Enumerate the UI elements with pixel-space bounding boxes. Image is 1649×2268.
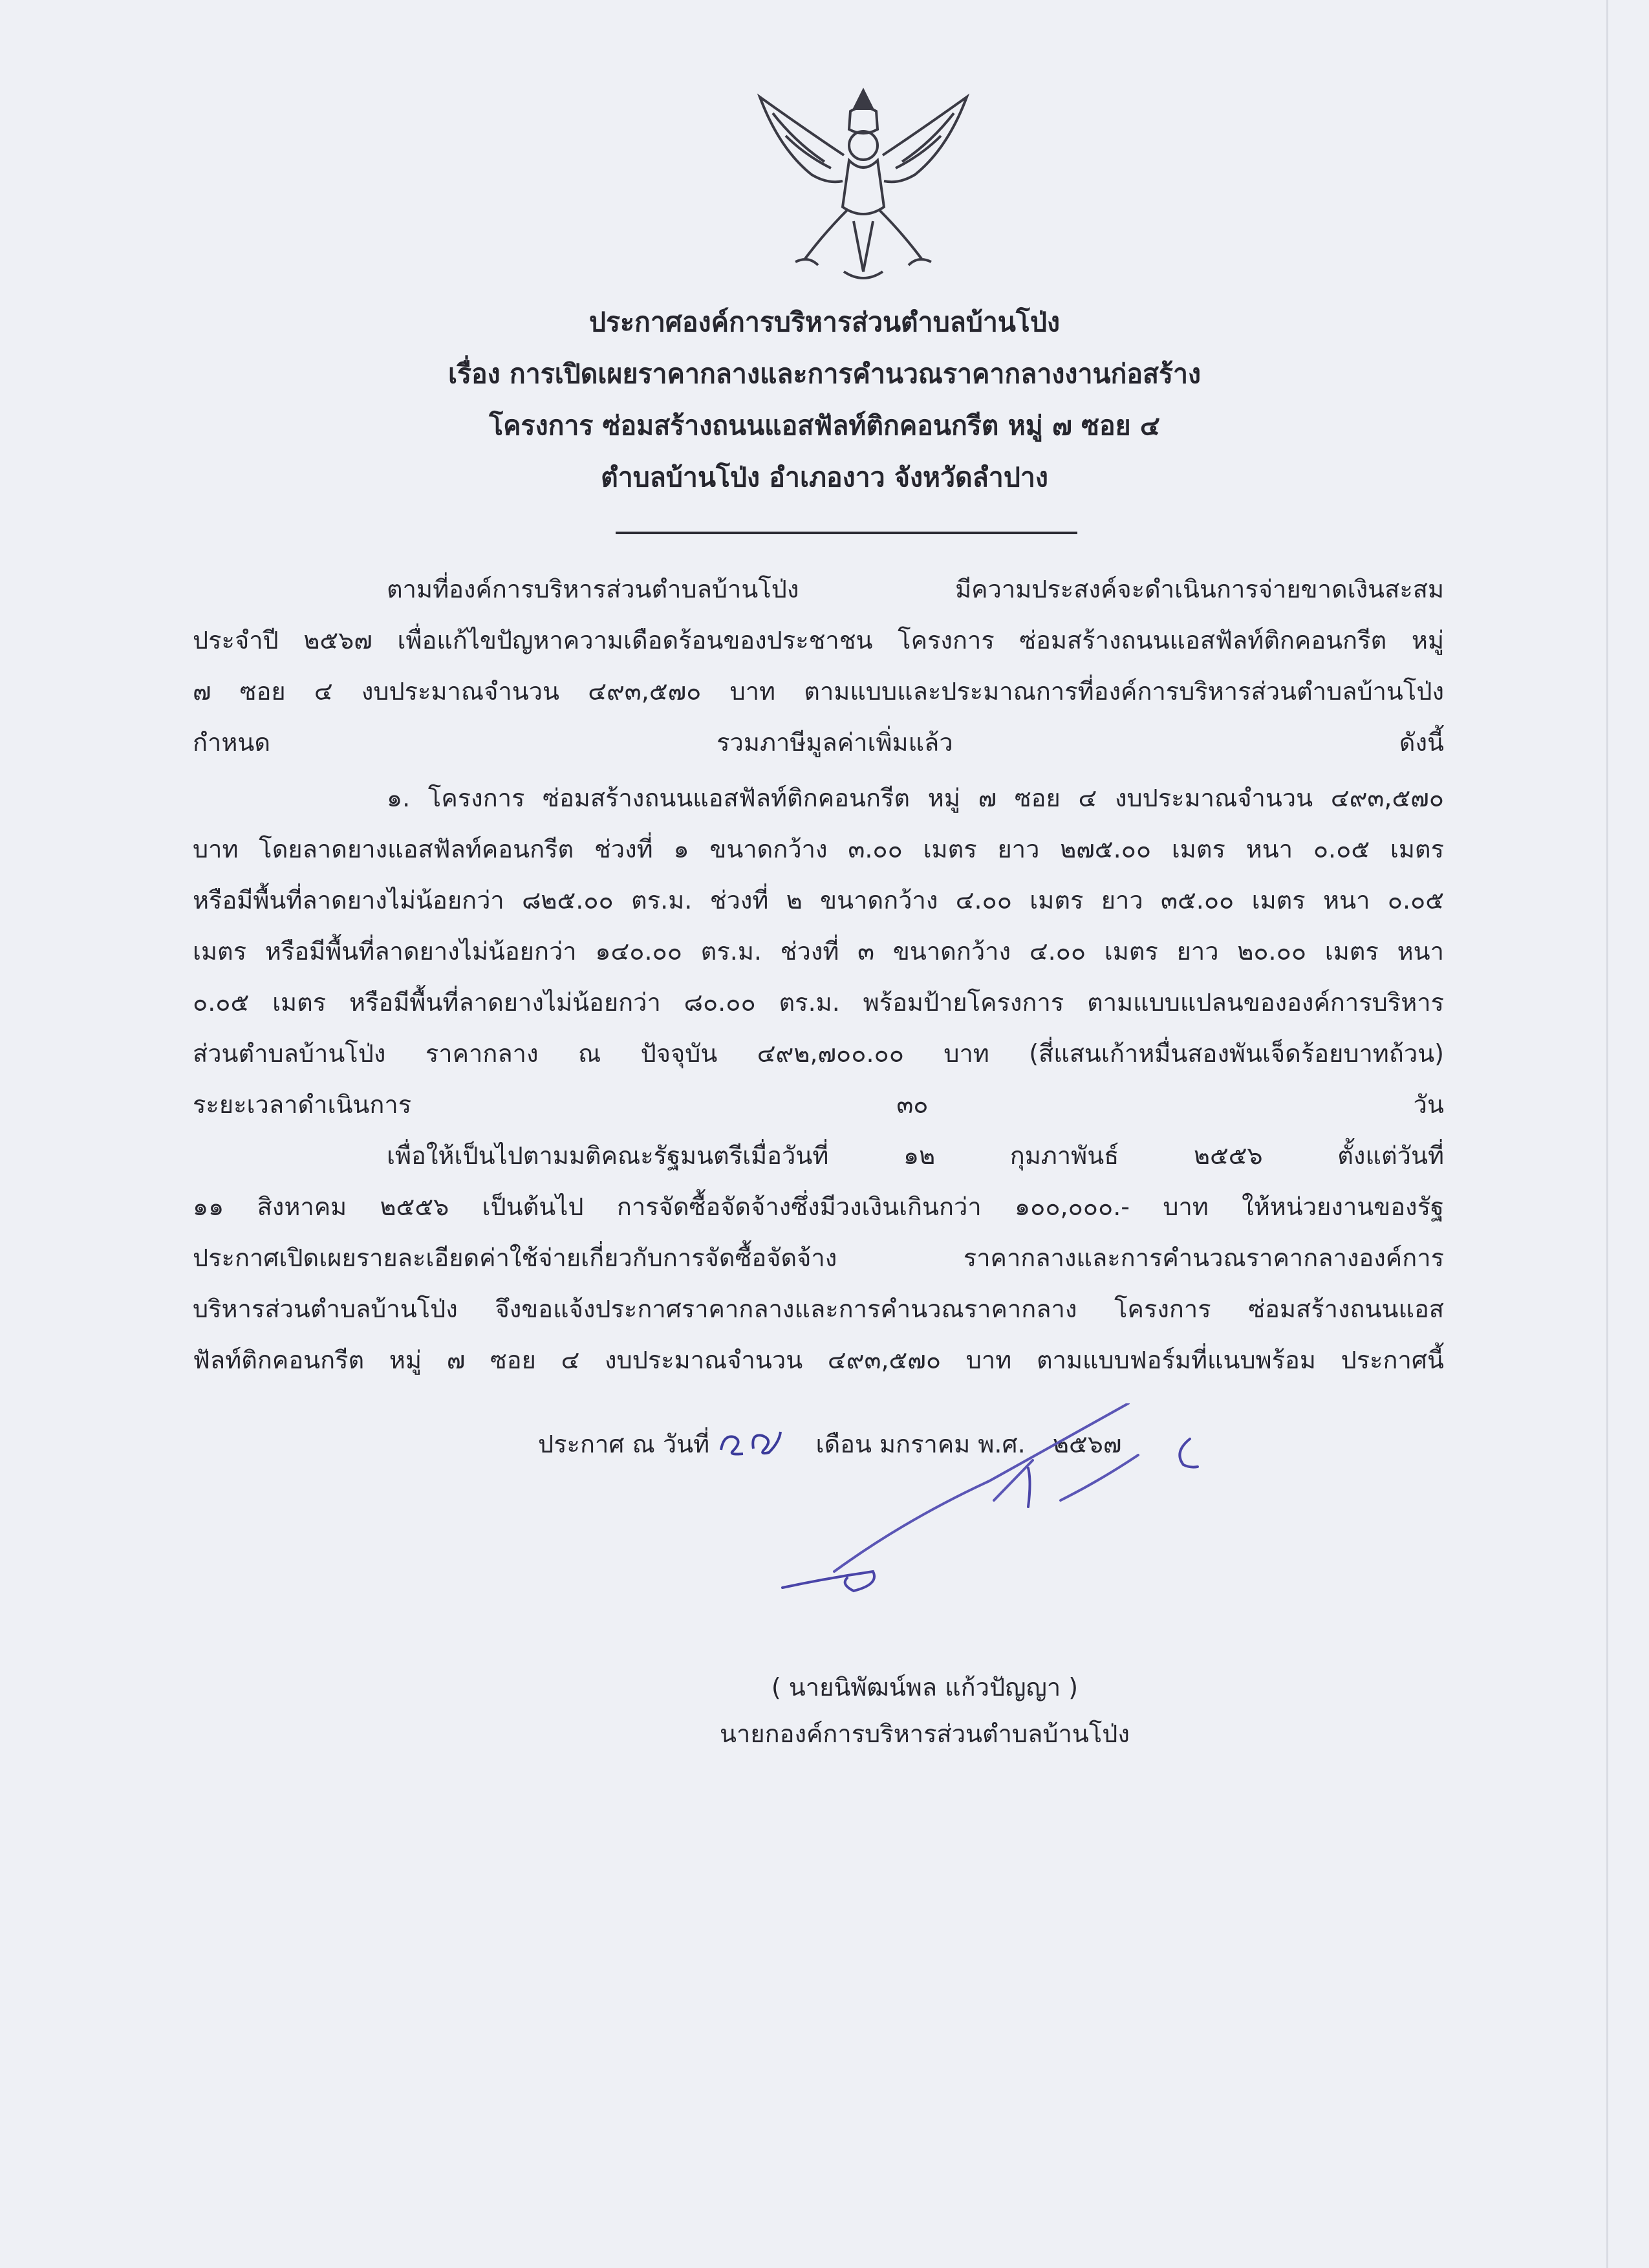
- signer-name: ( นายนิพัฒน์พล แก้วปัญญา ): [771, 1673, 1079, 1701]
- date-prefix: ประกาศ ณ วันที่: [538, 1430, 710, 1458]
- date-month: เดือน มกราคม พ.ศ.: [815, 1430, 1026, 1458]
- signature-icon: [776, 1403, 1229, 1617]
- paragraph-line: บริหารส่วนตำบลบ้านโป่ง จึงขอแจ้งประกาศราคากลางและการคำนวณราคากลาง โครงการ ซ่อมสร้างถนนแอส: [193, 1295, 1444, 1323]
- subject-line: เรื่อง การเปิดเผยราคากลางและการคำนวณราคากลางงานก่อสร้าง: [447, 358, 1202, 389]
- paper-edge: [1606, 0, 1608, 2268]
- paragraph-line: ๐.๐๕ เมตร หรือมีพื้นที่ลาดยางไม่น้อยกว่า ๘๐.๐๐ ตร.ม. พร้อมป้ายโครงการ ตามแบบแปลนขององค์การบริหาร: [193, 988, 1444, 1017]
- paragraph-line: เพื่อให้เป็นไปตามมติคณะรัฐมนตรีเมื่อวันที่ ๑๒ กุมภาพันธ์ ๒๕๕๖ ตั้งแต่วันที่: [387, 1141, 1444, 1170]
- paragraph-line: บาท โดยลาดยางแอสฟัลท์คอนกรีต ช่วงที่ ๑ ขนาดกว้าง ๓.๐๐ เมตร ยาว ๒๗๕.๐๐ เมตร หนา ๐.๐๕ เมตร: [193, 835, 1444, 863]
- paragraph-line: เมตร หรือมีพื้นที่ลาดยางไม่น้อยกว่า ๑๔๐.๐๐ ตร.ม. ช่วงที่ ๓ ขนาดกว้าง ๔.๐๐ เมตร ยาว ๒๐.๐๐ เมตร หนา: [193, 937, 1444, 966]
- paragraph-line: หรือมีพื้นที่ลาดยางไม่น้อยกว่า ๘๒๕.๐๐ ตร.ม. ช่วงที่ ๒ ขนาดกว้าง ๔.๐๐ เมตร ยาว ๓๕.๐๐ เมตร หนา ๐.๐๕: [193, 886, 1444, 914]
- heading-divider: [616, 532, 1077, 534]
- paragraph-1: [193, 564, 1444, 768]
- garuda-emblem-icon: [734, 78, 993, 291]
- date-year: ๒๕๖๗: [1052, 1430, 1122, 1458]
- paragraph-line: ระยะเวลาดำเนินการ ๓๐ วัน: [193, 1090, 1444, 1119]
- paragraph-line: ๑. โครงการ ซ่อมสร้างถนนแอสฟัลท์ติกคอนกรีต หมู่ ๗ ซอย ๔ งบประมาณจำนวน ๔๙๓,๕๗๐: [387, 784, 1444, 812]
- paragraph-line: ประกาศเปิดเผยรายละเอียดค่าใช้จ่ายเกี่ยวกับการจัดซื้อจัดจ้าง ราคากลางและการคำนวณราคากลางองค์การ: [193, 1244, 1444, 1272]
- paragraph-line: ประจำปี ๒๕๖๗ เพื่อแก้ไขปัญหาความเดือดร้อนของประชาชน โครงการ ซ่อมสร้างถนนแอสฟัลท์ติกคอนกรีต หมู่: [193, 626, 1444, 654]
- paragraph-3: [193, 1130, 1444, 1386]
- paragraph-line: ฟัลท์ติกคอนกรีต หมู่ ๗ ซอย ๔ งบประมาณจำนวน ๔๙๓,๕๗๐ บาท ตามแบบฟอร์มที่แนบพร้อม ประกาศนี้: [193, 1346, 1444, 1374]
- paragraph-line: ๑๑ สิงหาคม ๒๕๕๖ เป็นต้นไป การจัดซื้อจัดจ้างซึ่งมีวงเงินเกินกว่า ๑๐๐,๐๐๐.- บาท ให้หน่วยงานของรัฐ: [193, 1193, 1444, 1221]
- signer-title: นายกองค์การบริหารส่วนตำบลบ้านโป่ง: [720, 1720, 1130, 1748]
- paragraph-2: [193, 773, 1444, 1130]
- location-line: ตำบลบ้านโป่ง อำเภองาว จังหวัดลำปาง: [601, 462, 1048, 493]
- paragraph-line: ตามที่องค์การบริหารส่วนตำบลบ้านโป่ง มีความประสงค์จะดำเนินการจ่ายขาดเงินสะสม: [387, 575, 1444, 603]
- paragraph-line: ส่วนตำบลบ้านโป่ง ราคากลาง ณ ปัจจุบัน ๔๙๒,๗๐๐.๐๐ บาท (สี่แสนเก้าหมื่นสองพันเจ็ดร้อยบาทถ้วน): [193, 1039, 1444, 1068]
- paragraph-line: กำหนด รวมภาษีมูลค่าเพิ่มแล้ว ดังนี้: [193, 728, 1444, 757]
- project-line: โครงการ ซ่อมสร้างถนนแอสฟัลท์ติกคอนกรีต หมู่ ๗ ซอย ๔: [489, 410, 1160, 441]
- paragraph-line: ๗ ซอย ๔ งบประมาณจำนวน ๔๙๓,๕๗๐ บาท ตามแบบและประมาณการที่องค์การบริหารส่วนตำบลบ้านโป่ง: [193, 677, 1444, 706]
- announcement-title: ประกาศองค์การบริหารส่วนตำบลบ้านโป่ง: [588, 307, 1060, 338]
